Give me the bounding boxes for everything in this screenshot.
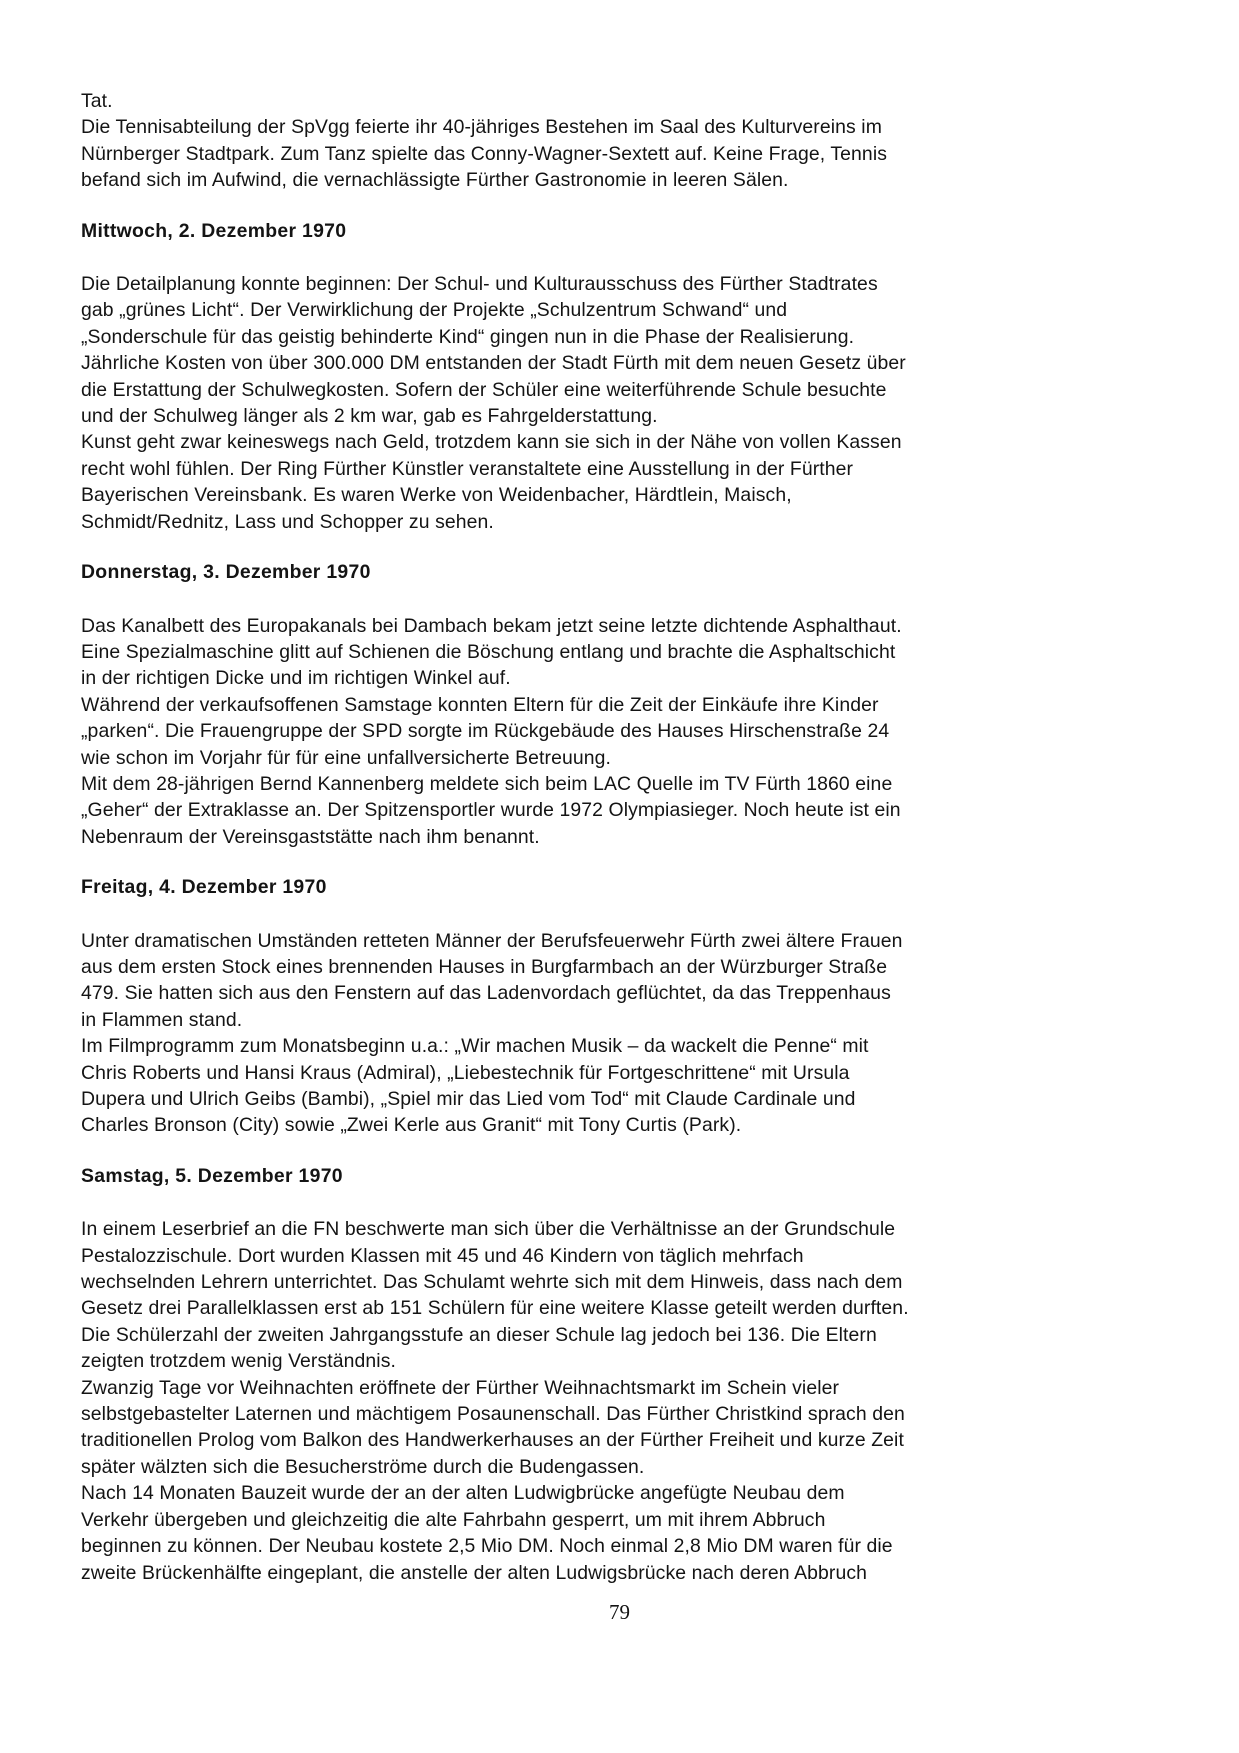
text-line: und der Schulweg länger als 2 km war, gab es Fahrgelderstattung. <box>81 405 658 428</box>
text-line: später wälzten sich die Besucherströme durch die Budengassen. <box>81 1455 645 1478</box>
text-line: Die Detailplanung konnte beginnen: Der Schul- und Kulturausschuss des Fürther Stadtrates <box>81 273 878 296</box>
text-line: in der richtigen Dicke und im richtigen Winkel auf. <box>81 667 511 690</box>
text-line: Bayerischen Vereinsbank. Es waren Werke von Weidenbacher, Härdtlein, Maisch, <box>81 484 792 507</box>
text-line: Die Schülerzahl der zweiten Jahrgangsstufe an dieser Schule lag jedoch bei 136. Die Eltern <box>81 1323 877 1346</box>
text-line: Eine Spezialmaschine glitt auf Schienen die Böschung entlang und brachte die Asphaltschicht <box>81 640 896 663</box>
text-line: traditionellen Prolog vom Balkon des Handwerkerhauses an der Fürther Freiheit und kurze Zeit <box>81 1429 904 1452</box>
text-line: Nach 14 Monaten Bauzeit wurde der an der alten Ludwigbrücke angefügte Neubau dem <box>81 1482 845 1505</box>
text-line: zeigten trotzdem wenig Verständnis. <box>81 1350 396 1373</box>
text-line: Gesetz drei Parallelklassen erst ab 151 Schülern für eine weitere Klasse geteilt werden durften. <box>81 1297 909 1320</box>
text-line: Tat. <box>81 90 113 112</box>
text-line: Im Filmprogramm zum Monatsbeginn u.a.: „Wir machen Musik – da wackelt die Penne“ mit <box>81 1035 869 1058</box>
text-line: aus dem ersten Stock eines brennenden Hauses in Burgfarmbach an der Würzburger Straße <box>81 955 888 978</box>
text-line: Kunst geht zwar keineswegs nach Geld, trotzdem kann sie sich in der Nähe von vollen Kassen <box>81 431 902 454</box>
text-line: beginnen zu können. Der Neubau kostete 2,5 Mio DM. Noch einmal 2,8 Mio DM waren für die <box>81 1535 893 1558</box>
text-line: befand sich im Aufwind, die vernachlässigte Fürther Gastronomie in leeren Sälen. <box>81 169 789 192</box>
text-line: zweite Brückenhälfte eingeplant, die anstelle der alten Ludwigsbrücke nach deren Abbruch <box>81 1561 868 1584</box>
text-line: Pestalozzischule. Dort wurden Klassen mit 45 und 46 Kindern von täglich mehrfach <box>81 1244 804 1267</box>
text-line: Dupera und Ulrich Geibs (Bambi), „Spiel mir das Lied vom Tod“ mit Claude Cardinale und <box>81 1088 856 1110</box>
text-line: Jährliche Kosten von über 300.000 DM entstanden der Stadt Fürth mit dem neuen Gesetz über <box>81 352 906 375</box>
text-line: recht wohl fühlen. Der Ring Fürther Künstler veranstaltete eine Ausstellung in der Fürther <box>81 457 854 480</box>
text-line: Nebenraum der Vereinsgaststätte nach ihm benannt. <box>81 825 540 848</box>
text-line: wie schon im Vorjahr für für eine unfallversicherte Betreuung. <box>81 746 612 769</box>
text-line: gab „grünes Licht“. Der Verwirklichung der Projekte „Schulzentrum Schwand“ und <box>81 299 788 322</box>
text-line: Die Tennisabteilung der SpVgg feierte ihr 40-jähriges Bestehen im Saal des Kulturvereins im <box>81 116 882 139</box>
section-heading: Samstag, 5. Dezember 1970 <box>81 1164 343 1187</box>
text-line: Mit dem 28-jährigen Bernd Kannenberg meldete sich beim LAC Quelle im TV Fürth 1860 eine <box>81 772 893 795</box>
text-line: Nürnberger Stadtpark. Zum Tanz spielte das Conny-Wagner-Sextett auf. Keine Frage, Tennis <box>81 142 888 165</box>
text-line: Chris Roberts und Hansi Kraus (Admiral), „Liebestechnik für Fortgeschrittene“ mit Ursula <box>81 1061 850 1084</box>
text-line: „Sonderschule für das geistig behinderte Kind“ gingen nun in die Phase der Realisierung. <box>81 325 855 348</box>
text-line: Verkehr übergeben und gleichzeitig die alte Fahrbahn gesperrt, um mit ihrem Abbruch <box>81 1508 826 1531</box>
section-heading: Donnerstag, 3. Dezember 1970 <box>81 561 371 584</box>
text-line: In einem Leserbrief an die FN beschwerte man sich über die Verhältnisse an der Grundschule <box>81 1218 896 1241</box>
text-line: 479. Sie hatten sich aus den Fenstern auf das Ladenvordach geflüchtet, da das Treppenhaus <box>81 982 891 1005</box>
text-line: wechselnden Lehrern unterrichtet. Das Schulamt wehrte sich mit dem Hinweis, dass nach dem <box>81 1271 903 1294</box>
text-line: „Geher“ der Extraklasse an. Der Spitzensportler wurde 1972 Olympiasieger. Noch heute ist ein <box>81 799 901 822</box>
text-line: Unter dramatischen Umständen retteten Männer der Berufsfeuerwehr Fürth zwei ältere Frauen <box>81 929 903 952</box>
text-line: die Erstattung der Schulwegkosten. Sofern der Schüler eine weiterführende Schule besuchte <box>81 378 887 401</box>
page-footer <box>0 1599 1239 1625</box>
page-number: 79 <box>609 1599 630 1624</box>
section-heading: Mittwoch, 2. Dezember 1970 <box>81 219 347 242</box>
text-line: Zwanzig Tage vor Weihnachten eröffnete der Fürther Weihnachtsmarkt im Schein vieler <box>81 1376 840 1399</box>
text-line: Das Kanalbett des Europakanals bei Dambach bekam jetzt seine letzte dichtende Asphalthaut. <box>81 614 902 637</box>
text-line: Charles Bronson (City) sowie „Zwei Kerle aus Granit“ mit Tony Curtis (Park). <box>81 1114 742 1137</box>
text-line: „parken“. Die Frauengruppe der SPD sorgte im Rückgebäude des Hauses Hirschenstraße 24 <box>81 720 890 743</box>
text-line: in Flammen stand. <box>81 1008 243 1031</box>
text-line: selbstgebastelter Laternen und mächtigem Posaunenschall. Das Fürther Christkind sprach den <box>81 1403 905 1426</box>
section-heading: Freitag, 4. Dezember 1970 <box>81 876 327 899</box>
text-line: Während der verkaufsoffenen Samstage konnten Eltern für die Zeit der Einkäufe ihre Kinder <box>81 693 879 716</box>
text-line: Schmidt/Rednitz, Lass und Schopper zu sehen. <box>81 510 494 533</box>
